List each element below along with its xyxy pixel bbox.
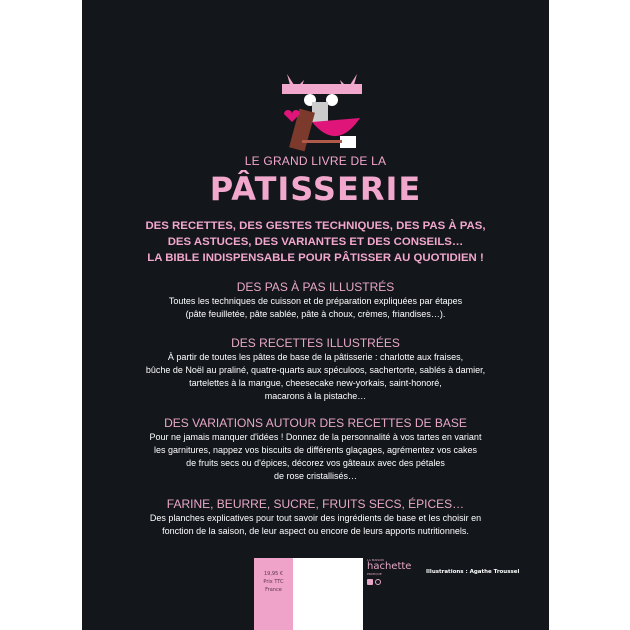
publisher-logo (367, 558, 411, 585)
section-pas-a-pas (82, 280, 549, 321)
section-heading: DES PAS À PAS ILLUSTRÉS (236, 280, 395, 294)
tagline (82, 218, 549, 266)
section-ingredients (82, 497, 549, 538)
price-country: France (265, 587, 282, 593)
tagline-line: LA BIBLE INDISPENSABLE POUR PÂTISSER AU QUOTIDIEN ! (147, 252, 484, 264)
section-heading: DES RECETTES ILLUSTRÉES (231, 336, 400, 350)
section-text: Toutes les techniques de cuisson et de préparation expliquées par étapes (168, 296, 463, 306)
section-variations (82, 416, 549, 483)
section-text: Pour ne jamais manquer d'idées ! Donnez de la personnalité à vos tartes en variant (149, 432, 482, 442)
price: 19,95 € (263, 571, 284, 577)
pastry-illustration (282, 70, 362, 152)
section-text: tartelettes à la mangue, cheesecake new-yorkais, saint-honoré, (189, 378, 442, 388)
section-text: Des planches explicatives pour tout savoir des ingrédients de base et les choisir en (149, 513, 482, 523)
publisher-line: LA MAISON (367, 558, 384, 562)
section-recettes (82, 336, 549, 403)
publisher-name: hachette (367, 561, 412, 572)
section-text: de fruits secs ou d'épices, décorez vos gâteaux avec des pétales (186, 458, 445, 468)
tagline-line: DES ASTUCES, DES VARIANTES ET DES CONSEILS… (167, 236, 464, 248)
series-title: LE GRAND LIVRE DE LA (244, 154, 387, 168)
section-text: À partir de toutes les pâtes de base de la pâtisserie : charlotte aux fraises, (167, 352, 464, 362)
section-text: (pâte feuilletée, pâte sablée, pâte à choux, crèmes, friandises…). (185, 309, 446, 319)
barcode-area (293, 558, 363, 630)
section-text: de rose cristallisés… (273, 471, 358, 481)
section-text: bûche de Noël au praliné, quatre-quarts aux spéculoos, sachertorte, sablés à damier, (145, 365, 486, 375)
section-text: macarons à la pistache… (264, 391, 367, 401)
publisher-line: PRATIQUE (367, 572, 382, 576)
section-text: les garnitures, nappez vos biscuits de différents glaçages, agrémentez vos cakes (153, 445, 477, 455)
section-text: fonction de la saison, de leur aspect ou encore de leurs apports nutritionnels. (162, 526, 469, 536)
section-heading: FARINE, BEURRE, SUCRE, FRUITS SECS, ÉPICES… (166, 497, 465, 511)
book-back-cover (82, 0, 549, 630)
section-heading: DES VARIATIONS AUTOUR DES RECETTES DE BASE (164, 416, 467, 430)
instagram-icon (375, 579, 381, 585)
price-box (254, 558, 293, 630)
book-title: PÂTISSERIE (209, 170, 422, 208)
tagline-line: DES RECETTES, DES GESTES TECHNIQUES, DES PAS À PAS, (145, 220, 486, 232)
facebook-icon (367, 579, 373, 585)
illustrator-credit: Illustrations : Agathe Troussel (426, 569, 520, 575)
price-label: Prix TTC (263, 579, 284, 585)
